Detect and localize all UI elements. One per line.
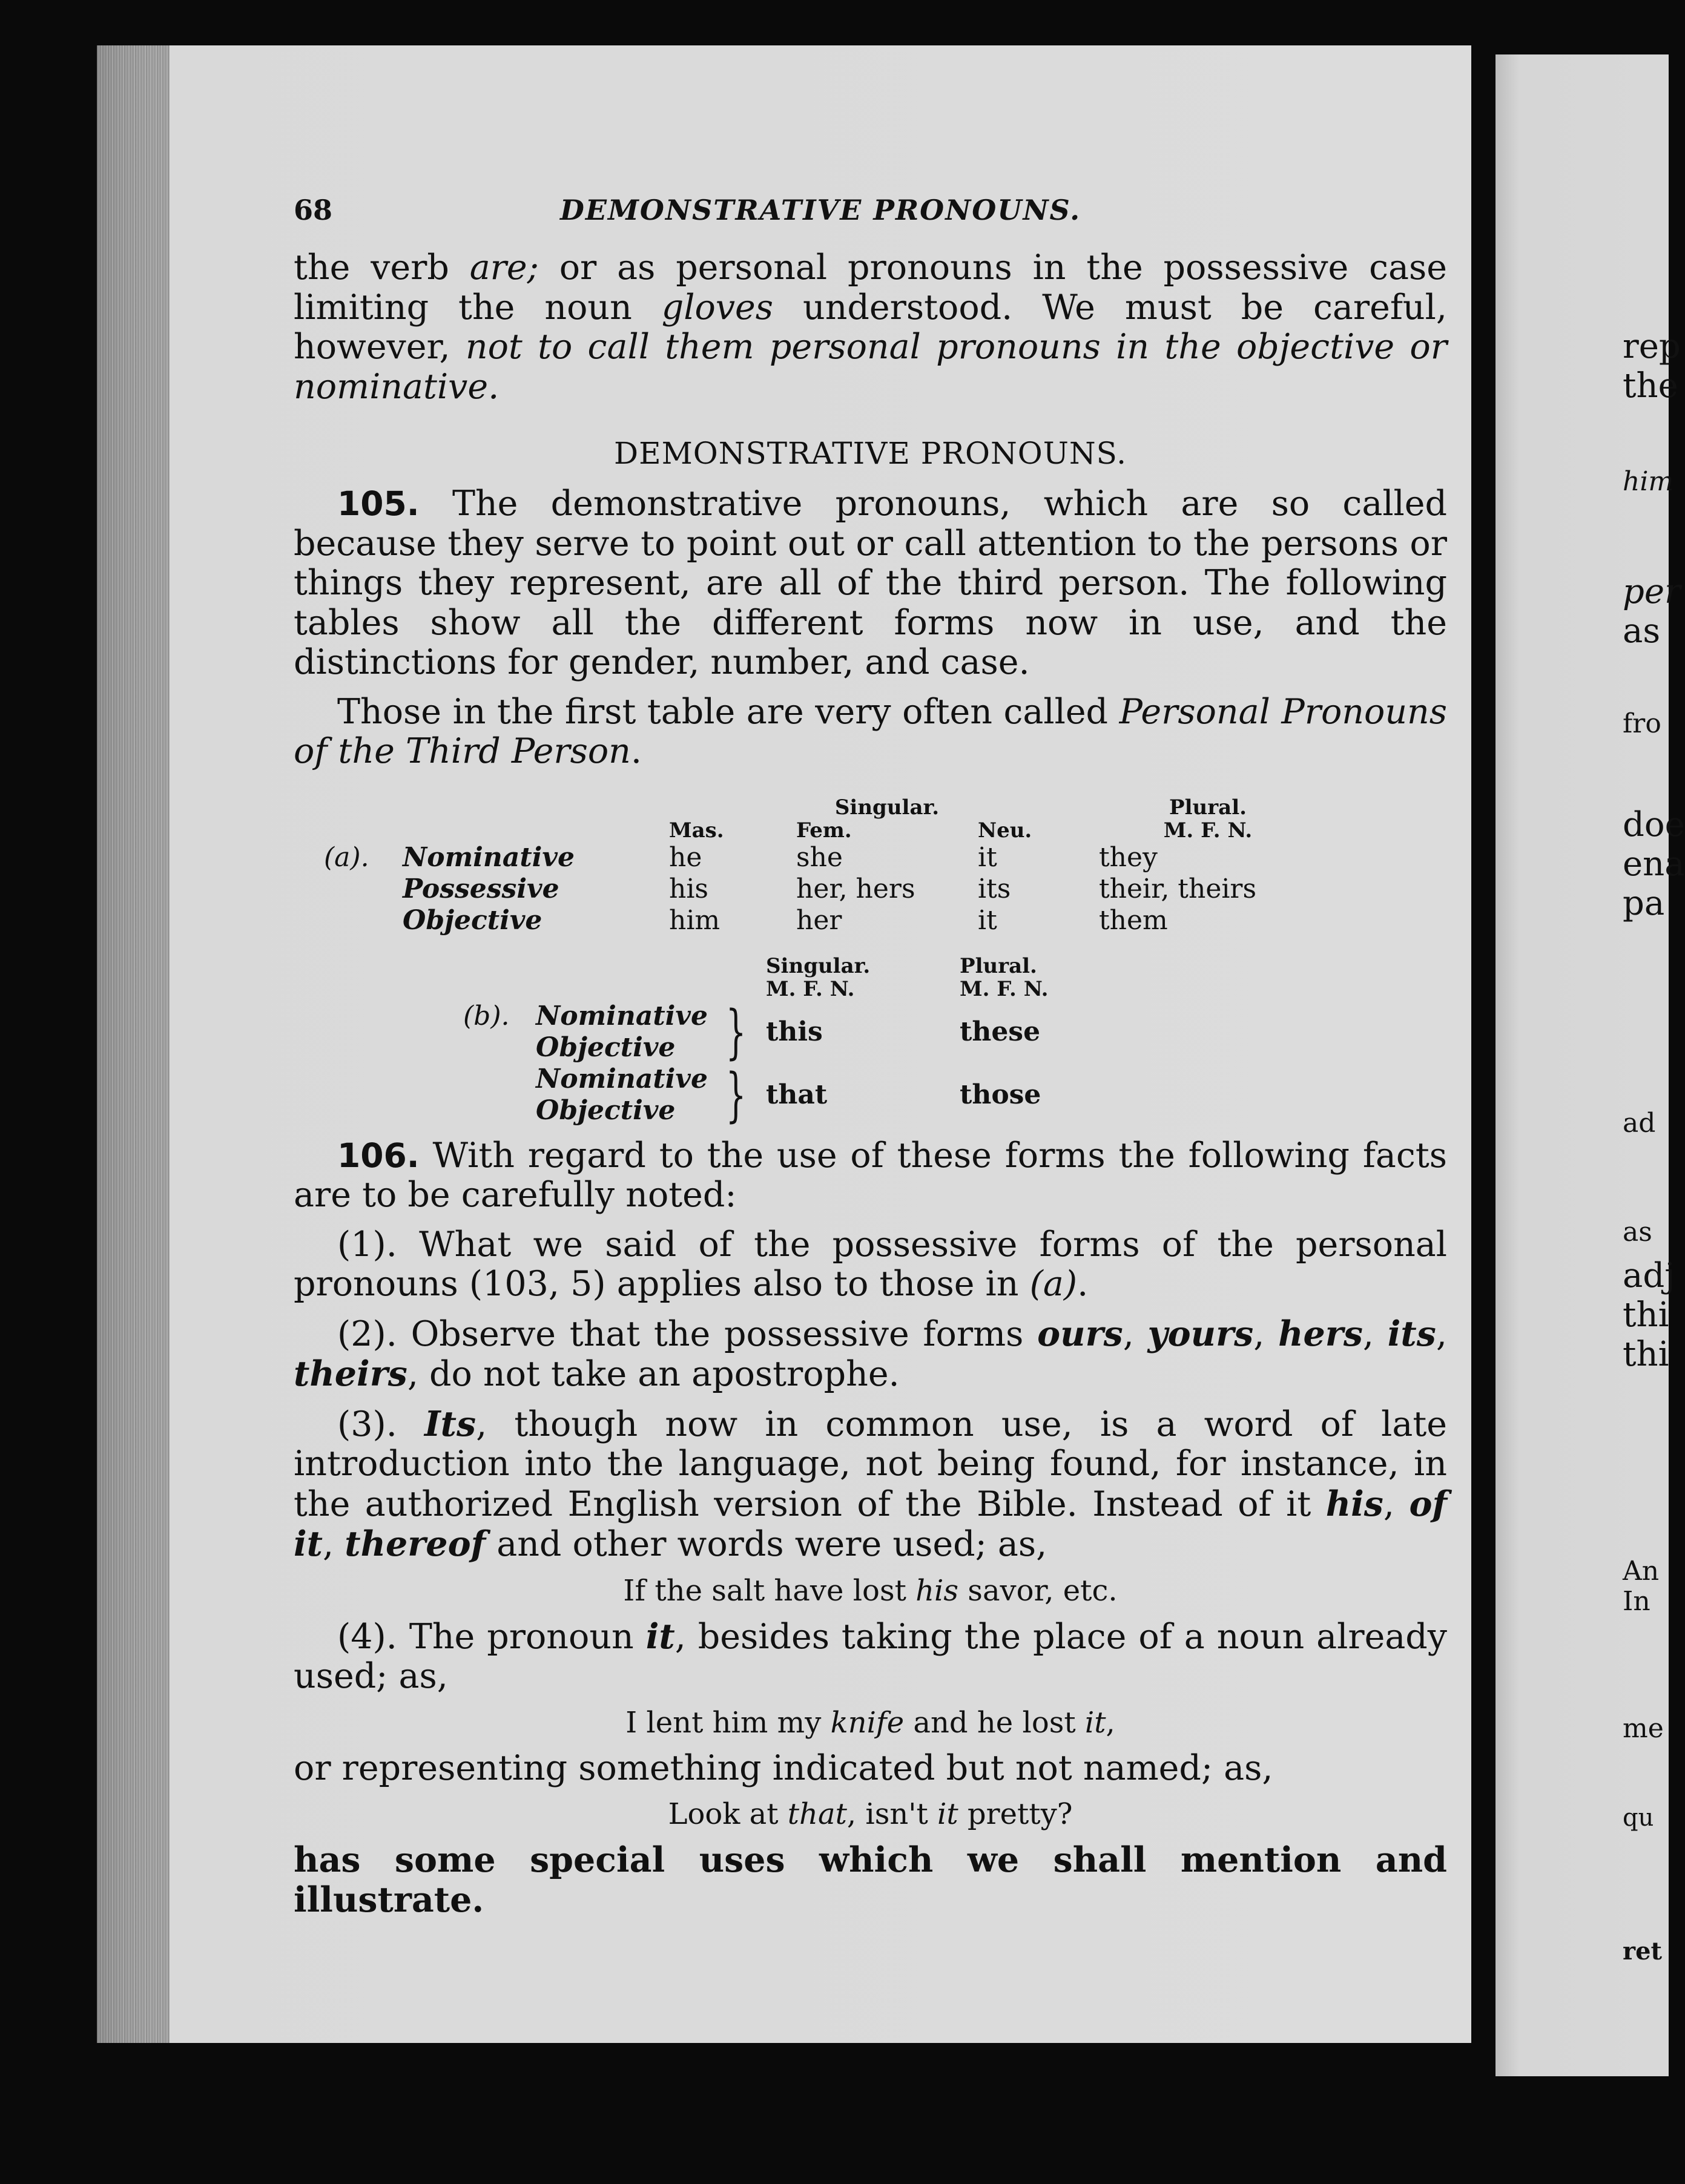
brace-icon: }	[725, 998, 747, 1066]
table-label: (a).	[324, 841, 369, 873]
col-feminine: Fem.	[796, 818, 852, 843]
brace-icon: }	[725, 1061, 747, 1129]
paragraph-line: has some special uses which we shall mention and illustrate.	[294, 1840, 1447, 1920]
col-plural-gender: M. F. N.	[960, 976, 1049, 1001]
list-item-1: (1). What we said of the possessive forms of the personal pronouns (103, 5) applies also to those in (a).	[294, 1224, 1447, 1304]
singular-header: Singular.	[834, 795, 940, 820]
page-content	[294, 194, 1447, 1919]
col-singular-gender: M. F. N.	[766, 976, 855, 1001]
paragraph-105: 105. The demonstrative pronouns, which are so called because they serve to point out or call attention to the persons or things they represent, are all of the third person. The following tables show all the different forms now in use, and the distinctions for gender, number, and case.	[294, 484, 1447, 682]
paragraph-line: or representing something indicated but not named; as,	[294, 1748, 1273, 1788]
example-quote: If the salt have lost his savor, etc.	[623, 1573, 1118, 1608]
running-header	[294, 194, 1447, 248]
pronoun-table-b	[463, 955, 1129, 1127]
col-plural: M. F. N.	[1163, 818, 1253, 843]
table-label: (b).	[463, 1000, 510, 1031]
paragraph-continuation: the verb are; or as personal pronouns in the possessive case limiting the noun gloves understood. We must be careful, however, not to call them personal pronouns in the objective or nominative.	[294, 248, 1447, 407]
table-row: (b). Nominative Objective } this these	[463, 998, 1041, 1066]
running-title: DEMONSTRATIVE PRONOUNS.	[560, 194, 1081, 226]
example-quote: Look at that, isn't it pretty?	[668, 1797, 1073, 1831]
plural-header: Plural.	[960, 953, 1037, 978]
table-row: Possessive his her, hers its their, theirs	[403, 873, 1257, 904]
table-row: Objective him her it them	[403, 904, 1168, 936]
page-edge-shadow	[97, 45, 170, 2043]
paragraph-106: 106. With regard to the use of these forms the following facts are to be carefully noted:	[294, 1135, 1447, 1215]
section-number: 105.	[337, 484, 420, 523]
example-quote: I lent him my knife and he lost it,	[625, 1705, 1115, 1740]
list-item-2: (2). Observe that the possessive forms ours, yours, hers, its, theirs, do not take an apostrophe.	[294, 1313, 1447, 1394]
col-masculine: Mas.	[669, 818, 724, 843]
section-heading: DEMONSTRATIVE PRONOUNS.	[613, 436, 1127, 471]
section-number: 106.	[337, 1136, 420, 1175]
plural-header: Plural.	[1169, 795, 1247, 820]
table-row: (a). Nominative he she it they	[324, 841, 1158, 873]
table-row: Nominative Objective } that those	[536, 1061, 1041, 1129]
list-item-3: (3). Its, though now in common use, is a word of late introduction into the language, not being found, for instance, in the authorized English version of the Bible. Instead of it his, of it, thereof and other words were used; as,	[294, 1403, 1448, 1564]
adjacent-page-fragment: rep the him per as fro doe ena pa ad as adj thi thi An In me qu ret	[1495, 54, 1669, 2076]
book-page	[97, 45, 1471, 2043]
pronoun-table-a	[324, 796, 1317, 936]
list-item-4: (4). The pronoun it, besides taking the place of a noun already used; as,	[294, 1616, 1447, 1696]
col-neuter: Neu.	[978, 818, 1032, 843]
page-number: 68	[294, 194, 333, 226]
paragraph-105-first-table: Those in the first table are very often called Personal Pronouns of the Third Person.	[294, 691, 1448, 771]
singular-header: Singular.	[766, 953, 871, 978]
